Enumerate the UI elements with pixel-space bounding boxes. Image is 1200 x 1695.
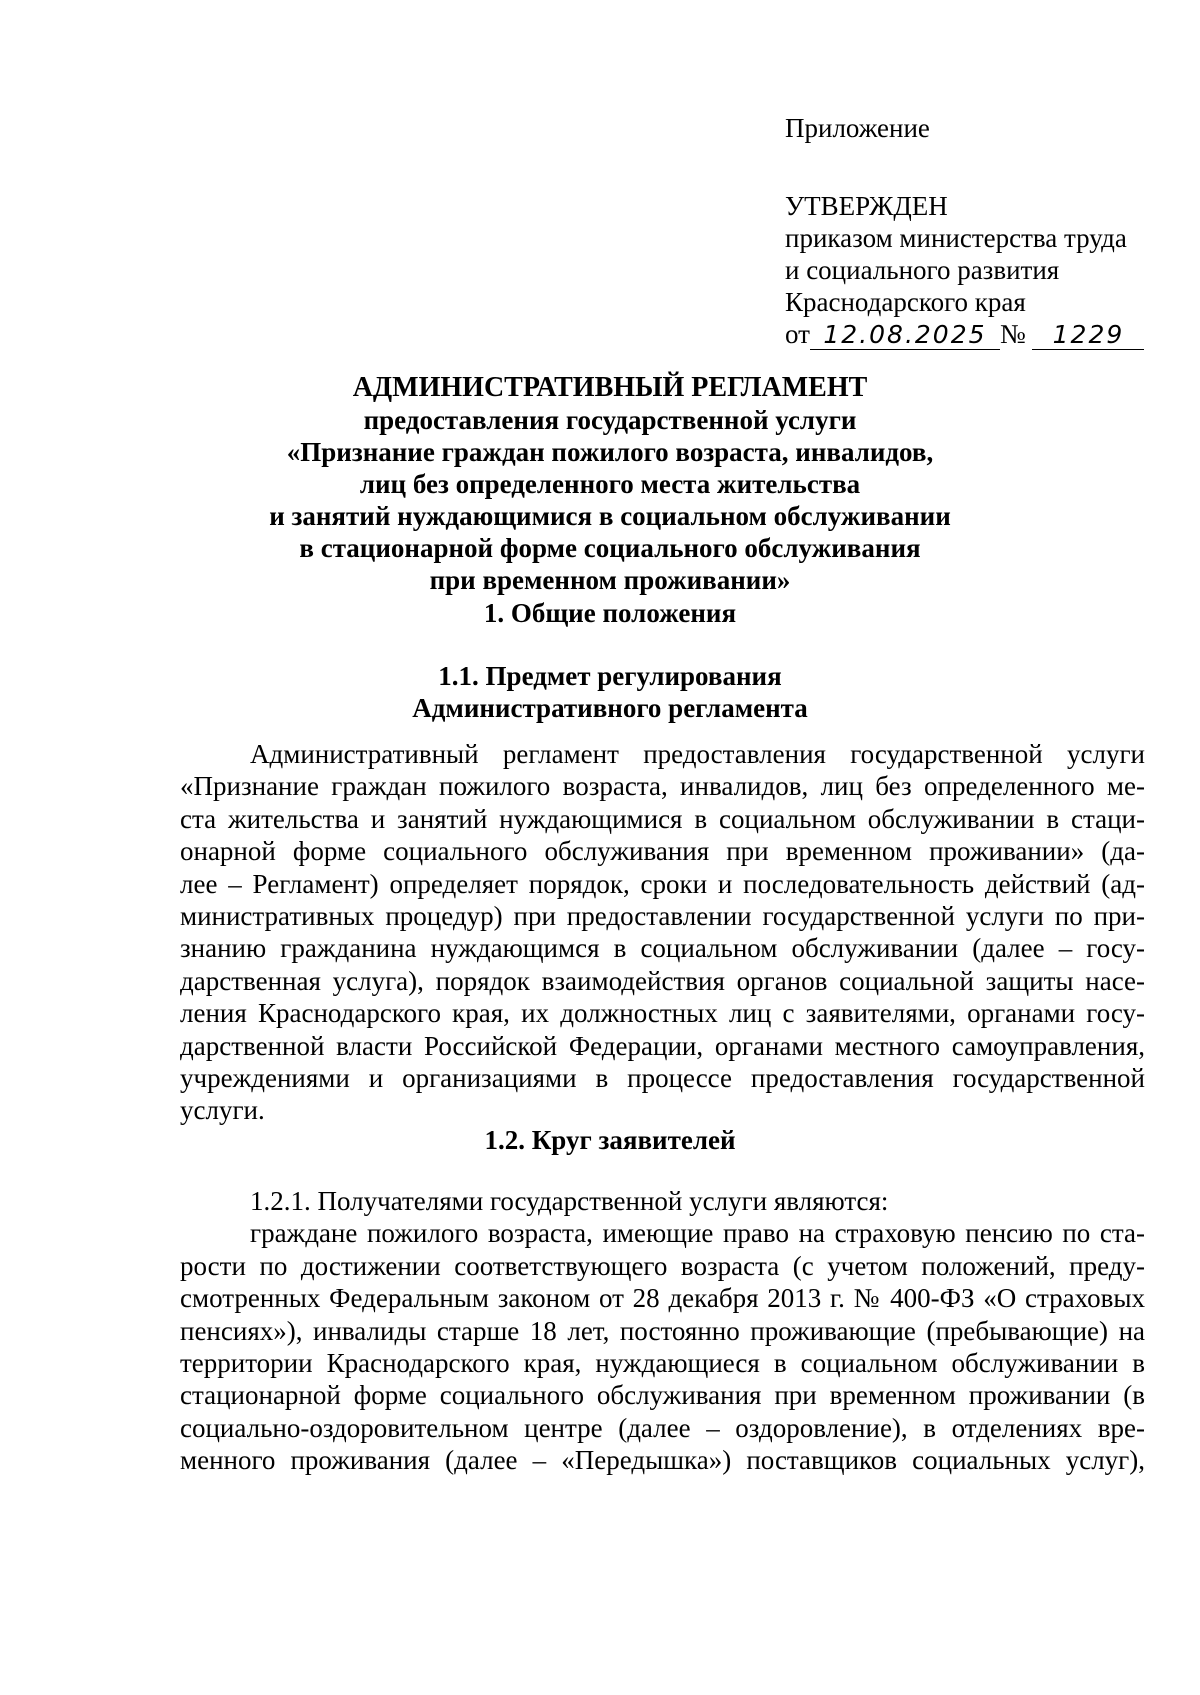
paragraph-line: учреждениями и организациями в процессе предоставления государственной	[180, 1063, 1145, 1094]
approval-line-2: и социального развития	[785, 255, 1060, 285]
paragraph-line: онарной форме социального обслуживания при временном проживании» (да-	[180, 836, 1145, 867]
order-number-label: №	[999, 319, 1026, 349]
section-heading-text: 1. Общие положения	[483, 598, 737, 628]
paragraph-line: территории Краснодарского края, нуждающиеся в социальном обслуживании в	[180, 1348, 1145, 1379]
approval-stamp	[785, 112, 1155, 350]
order-prefix: от	[785, 319, 810, 349]
section-1-1-heading	[180, 660, 1040, 724]
paragraph-line: дарственной власти Российской Федерации, органами местного самоуправления,	[180, 1030, 1145, 1061]
paragraph-line: дарственная услуга), порядок взаимодействия органов социальной защиты насе-	[180, 965, 1145, 996]
section-1-2-paragraph	[180, 1185, 1145, 1477]
title-main: АДМИНИСТРАТИВНЫЙ РЕГЛАМЕНТ	[352, 372, 868, 403]
paragraph-line: стационарной форме социального обслуживания при временном проживании (в	[180, 1380, 1145, 1411]
title-line: в стационарной форме социального обслуживания	[299, 533, 921, 563]
order-line	[785, 318, 1155, 350]
paragraph-line: рости по достижении соответствующего возраста (с учетом положений, преду-	[180, 1250, 1145, 1281]
approval-line-3: Краснодарского края	[785, 287, 1026, 317]
order-number: 1229	[1032, 321, 1144, 350]
title-line: предоставления государственной услуги	[363, 405, 857, 435]
approved-label: УТВЕРЖДЕН	[785, 191, 948, 221]
section-heading-text: 1.1. Предмет регулирования	[438, 661, 782, 691]
order-date: 12.08.2025	[810, 321, 1000, 350]
appendix-label: Приложение	[785, 113, 930, 143]
title-line: при временном проживании»	[429, 565, 791, 595]
document-title	[180, 372, 1040, 596]
title-line: «Признание граждан пожилого возраста, инвалидов,	[286, 437, 934, 467]
paragraph-line: ления Краснодарского края, их должностных лиц с заявителями, органами госу-	[180, 998, 1145, 1029]
title-line: и занятий нуждающимися в социальном обслуживании	[269, 501, 951, 531]
paragraph-line: «Признание граждан пожилого возраста, инвалидов, лиц без определенного ме-	[180, 771, 1145, 802]
paragraph-line: социально-оздоровительном центре (далее – оздоровление), в отделениях вре-	[180, 1412, 1145, 1443]
title-line: лиц без определенного места жительства	[359, 469, 861, 499]
section-1-1-paragraph	[180, 738, 1145, 1127]
paragraph-line: лее – Регламент) определяет порядок, сроки и последовательность действий (ад-	[180, 868, 1145, 899]
section-heading-text: Административного регламента	[412, 693, 808, 723]
section-1-2-heading	[180, 1124, 1040, 1156]
paragraph-line: услуги.	[180, 1095, 265, 1126]
paragraph-line: пенсиях»), инвалиды старше 18 лет, постоянно проживающие (пребывающие) на	[180, 1315, 1145, 1346]
paragraph-line: 1.2.1. Получателями государственной услуги являются:	[250, 1186, 889, 1216]
approval-line-1: приказом министерства труда	[785, 223, 1127, 253]
paragraph-line: смотренных Федеральным законом от 28 декабря 2013 г. № 400-ФЗ «О страховых	[180, 1283, 1145, 1314]
paragraph-line: министративных процедур) при предоставлении государственной услуги по при-	[180, 901, 1145, 932]
paragraph-line: менного проживания (далее – «Передышка») поставщиков социальных услуг),	[180, 1445, 1145, 1476]
paragraph-line: ста жительства и занятий нуждающимися в социальном обслуживании в стаци-	[180, 803, 1145, 834]
section-heading-text: 1.2. Круг заявителей	[484, 1125, 736, 1155]
paragraph-line: знанию гражданина нуждающимся в социальном обслуживании (далее – госу-	[180, 933, 1145, 964]
section-1-heading	[180, 597, 1040, 629]
paragraph-line: граждане пожилого возраста, имеющие право на страховую пенсию по ста-	[250, 1218, 1145, 1249]
paragraph-line: Административный регламент предоставления государственной услуги	[250, 739, 1145, 769]
